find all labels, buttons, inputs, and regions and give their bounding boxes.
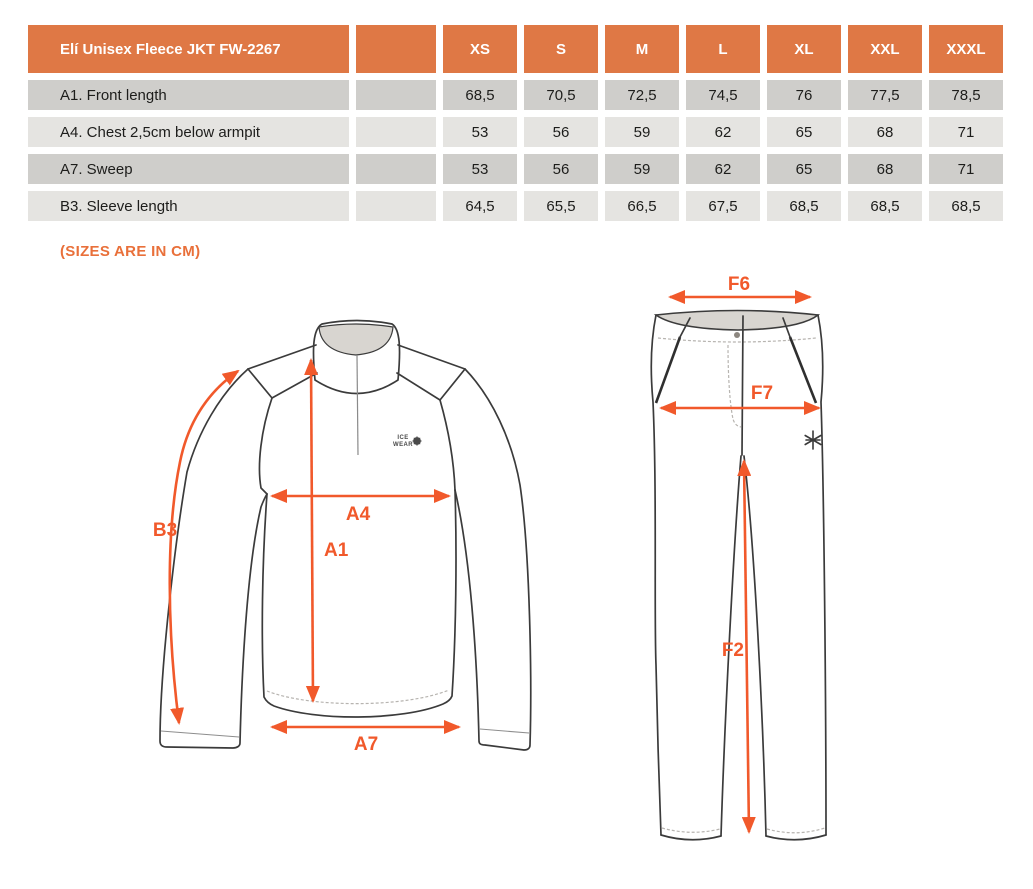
logo-text-line1: ICE: [397, 435, 409, 441]
fly-stitch: [728, 345, 741, 427]
size-value-cell: 62: [686, 154, 760, 184]
snowflake-icon: [805, 431, 821, 449]
left-hem-stitch: [662, 828, 720, 832]
size-value-cell: 59: [605, 154, 679, 184]
size-value-cell: 68: [848, 154, 922, 184]
pants-dimensions: [661, 275, 819, 832]
size-value-cell: 68,5: [767, 191, 841, 221]
size-value-cell: 72,5: [605, 80, 679, 110]
icewear-logo: [393, 435, 422, 448]
size-value-cell: 62: [686, 117, 760, 147]
size-header-l: L: [686, 25, 760, 73]
a4-label: A4: [345, 504, 371, 525]
size-header-m: M: [605, 25, 679, 73]
hem-stitch: [267, 690, 449, 704]
size-value-cell: 68: [848, 117, 922, 147]
jacket-dimensions: [153, 360, 459, 755]
spacer-cell: [356, 191, 436, 221]
right-yoke-seam: [440, 369, 465, 400]
size-header-xxxl: XXXL: [929, 25, 1003, 73]
size-value-cell: 68,5: [929, 191, 1003, 221]
size-value-cell: 59: [605, 117, 679, 147]
jacket-diagram: [140, 300, 570, 780]
table-title: Elí Unisex Fleece JKT FW-2267: [28, 25, 349, 73]
row-label: A1. Front length: [28, 80, 349, 110]
row-label: A7. Sweep: [28, 154, 349, 184]
b3-label: B3: [152, 520, 178, 541]
left-armhole-seam: [259, 398, 272, 494]
a1-arrow: [311, 360, 313, 701]
size-value-cell: 71: [929, 154, 1003, 184]
f2-label: F2: [721, 640, 744, 661]
size-value-cell: 77,5: [848, 80, 922, 110]
right-hem-stitch: [767, 828, 825, 833]
pants-left-hem: [661, 835, 721, 840]
size-header-xs: XS: [443, 25, 517, 73]
jacket-outline: [160, 321, 531, 751]
right-raglan-seam: [397, 373, 440, 400]
size-header-xxl: XXL: [848, 25, 922, 73]
right-armhole-seam: [440, 400, 455, 490]
size-value-cell: 70,5: [524, 80, 598, 110]
jacket-right-sleeve: [455, 369, 531, 750]
size-value-cell: 56: [524, 117, 598, 147]
size-header-xl: XL: [767, 25, 841, 73]
pants-outline: [651, 311, 826, 840]
f2-arrow: [744, 461, 749, 832]
size-value-cell: 65,5: [524, 191, 598, 221]
a7-label: A7: [353, 734, 379, 755]
a1-label: A1: [324, 540, 349, 561]
spacer-header-cell: [356, 25, 436, 73]
center-front-seam: [742, 316, 743, 455]
left-yoke-seam: [248, 369, 272, 398]
size-value-cell: 76: [767, 80, 841, 110]
left-pocket-opening: [656, 337, 680, 403]
units-note: (SIZES ARE IN CM): [60, 243, 201, 260]
size-value-cell: 67,5: [686, 191, 760, 221]
size-value-cell: 74,5: [686, 80, 760, 110]
size-value-cell: 71: [929, 117, 1003, 147]
logo-text-line2: WEAR: [393, 442, 413, 448]
size-value-cell: 65: [767, 154, 841, 184]
right-cuff-stitch: [480, 729, 529, 733]
zipper: [357, 355, 358, 455]
size-value-cell: 66,5: [605, 191, 679, 221]
size-value-cell: 68,5: [443, 80, 517, 110]
logo-snowflake-icon: [412, 436, 421, 445]
collar-inner: [319, 324, 393, 355]
waistband-inner: [656, 311, 818, 331]
spacer-cell: [356, 80, 436, 110]
waist-button: [734, 332, 740, 338]
left-shoulder-seam: [248, 345, 316, 369]
size-value-cell: 53: [443, 117, 517, 147]
size-value-cell: 78,5: [929, 80, 1003, 110]
row-label: B3. Sleeve length: [28, 191, 349, 221]
size-value-cell: 65: [767, 117, 841, 147]
size-value-cell: 64,5: [443, 191, 517, 221]
pants-right-outseam: [818, 315, 826, 835]
left-cuff-stitch: [161, 731, 239, 737]
pants-right-hem: [766, 835, 826, 840]
pants-diagram: [640, 275, 840, 860]
right-pocket-opening: [790, 337, 816, 403]
f7-label: F7: [750, 383, 774, 404]
b3-arrow: [170, 371, 238, 723]
spacer-cell: [356, 154, 436, 184]
size-header-s: S: [524, 25, 598, 73]
f6-label: F6: [727, 275, 751, 295]
size-value-cell: 68,5: [848, 191, 922, 221]
right-shoulder-seam: [398, 345, 465, 369]
size-value-cell: 53: [443, 154, 517, 184]
size-value-cell: 56: [524, 154, 598, 184]
size-table: [28, 25, 1003, 221]
row-label: A4. Chest 2,5cm below armpit: [28, 117, 349, 147]
spacer-cell: [356, 117, 436, 147]
